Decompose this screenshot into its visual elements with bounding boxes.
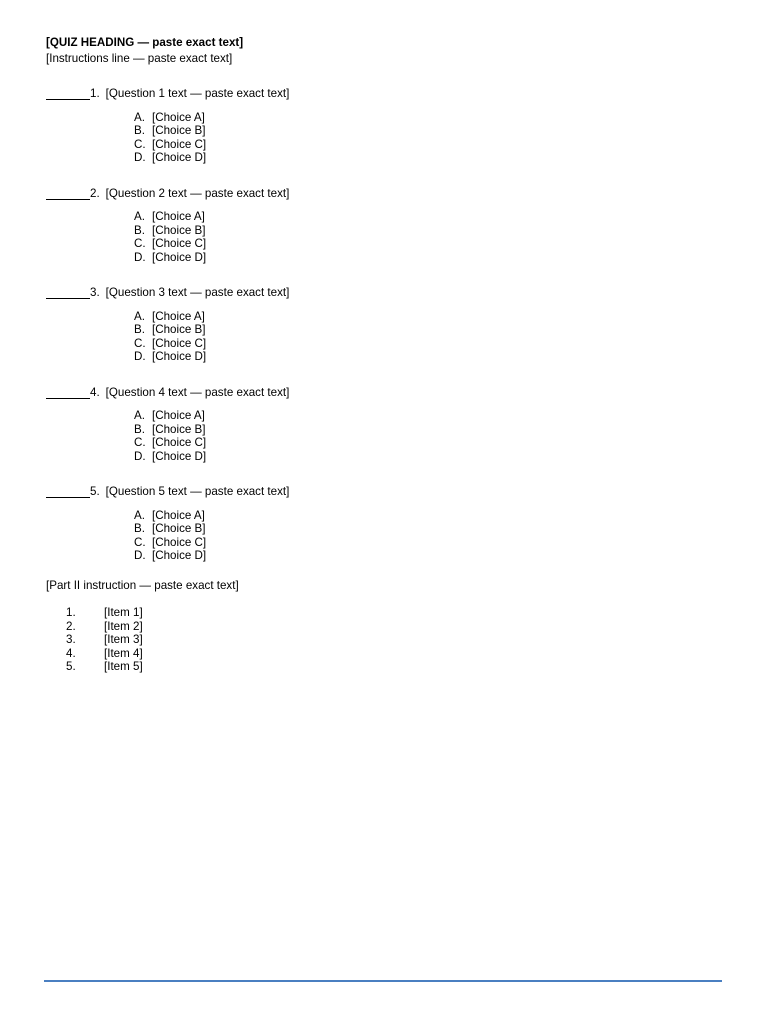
choice-text: [Choice C] [152, 535, 207, 549]
question-header [46, 187, 722, 201]
choice-letter: A. [134, 309, 145, 323]
question-number: 4. [90, 385, 100, 399]
question-text: [Question 5 text — paste exact text] [105, 485, 290, 498]
question-header [46, 87, 722, 101]
question-number: 1. [90, 87, 100, 100]
part2-list [66, 606, 722, 674]
choice-text: [Choice D] [152, 151, 207, 164]
footer-rule [44, 980, 722, 982]
question-item [46, 386, 722, 464]
choice-text: [Choice C] [152, 336, 207, 350]
choice-letter: B. [134, 124, 145, 137]
choice-text: [Choice C] [152, 436, 207, 449]
part2-item-number: 1. [66, 606, 76, 619]
question-item [46, 286, 722, 364]
question-text: [Question 1 text — paste exact text] [105, 87, 290, 100]
choice-item [134, 337, 722, 351]
question-list [46, 87, 722, 563]
choice-item [134, 251, 722, 265]
question-text: [Question 4 text — paste exact text] [105, 385, 290, 399]
choice-item [134, 138, 722, 152]
choice-list [134, 509, 722, 563]
choice-text: [Choice D] [152, 549, 207, 562]
choice-item [134, 522, 722, 536]
choice-item [134, 310, 722, 324]
choice-letter: B. [134, 422, 145, 436]
choice-item [134, 224, 722, 238]
choice-letter: C. [134, 137, 146, 151]
question-header [46, 386, 722, 400]
choice-text: [Choice A] [152, 409, 205, 422]
choice-item [134, 237, 722, 251]
question-header [46, 485, 722, 499]
question-number: 5. [90, 485, 100, 498]
choice-text: [Choice A] [152, 309, 205, 323]
choice-letter: A. [134, 110, 145, 124]
choice-letter: B. [134, 323, 145, 336]
choice-letter: D. [134, 151, 146, 164]
question-item [46, 485, 722, 563]
choice-item [134, 549, 722, 563]
choice-letter: C. [134, 237, 146, 250]
choice-text: [Choice A] [152, 210, 205, 223]
part2-item [66, 633, 722, 647]
choice-text: [Choice C] [152, 237, 207, 250]
question-number: 2. [90, 186, 100, 200]
question-text: [Question 2 text — paste exact text] [105, 186, 290, 200]
choice-text: [Choice B] [152, 323, 206, 336]
choice-letter: C. [134, 436, 146, 449]
part2-item [66, 660, 722, 674]
part2-item-number: 5. [66, 660, 76, 673]
answer-blank[interactable] [46, 187, 90, 200]
choice-letter: D. [134, 549, 146, 562]
choice-item [134, 436, 722, 450]
choice-item [134, 323, 722, 337]
choice-text: [Choice B] [152, 422, 206, 436]
choice-item [134, 350, 722, 364]
choice-letter: D. [134, 449, 146, 463]
choice-text: [Choice D] [152, 250, 207, 264]
choice-item [134, 151, 722, 165]
question-header [46, 286, 722, 300]
choice-item [134, 450, 722, 464]
choice-item [134, 509, 722, 523]
choice-list [134, 310, 722, 364]
part2-heading: [Part II instruction — paste exact text] [46, 578, 239, 592]
question-item [46, 87, 722, 165]
choice-item [134, 409, 722, 423]
choice-text: [Choice D] [152, 449, 207, 463]
part2-item-number: 3. [66, 633, 76, 646]
quiz-instructions: [Instructions line — paste exact text] [46, 51, 233, 65]
choice-letter: A. [134, 409, 145, 422]
question-number: 3. [90, 286, 100, 299]
question-text: [Question 3 text — paste exact text] [105, 286, 290, 299]
choice-text: [Choice D] [152, 350, 207, 363]
choice-letter: A. [134, 210, 145, 223]
part2-item [66, 606, 722, 620]
choice-list [134, 111, 722, 165]
choice-text: [Choice B] [152, 522, 206, 535]
choice-letter: B. [134, 522, 145, 535]
part2-item [66, 647, 722, 661]
choice-text: [Choice B] [152, 124, 206, 137]
quiz-title: [QUIZ HEADING — paste exact text] [46, 36, 244, 49]
answer-blank[interactable] [46, 485, 90, 498]
choice-item [134, 423, 722, 437]
choice-list [134, 210, 722, 264]
choice-text: [Choice A] [152, 110, 205, 124]
choice-letter: C. [134, 535, 146, 549]
choice-item [134, 124, 722, 138]
choice-text: [Choice C] [152, 137, 207, 151]
choice-item [134, 536, 722, 550]
choice-letter: B. [134, 223, 145, 237]
choice-letter: C. [134, 336, 146, 350]
part2-item-number: 4. [66, 646, 76, 660]
part2-item-text: [Item 2] [104, 619, 143, 633]
choice-item [134, 111, 722, 125]
choice-text: [Choice A] [152, 508, 205, 522]
part2-item [66, 620, 722, 634]
part2-item-text: [Item 5] [104, 660, 143, 673]
choice-letter: D. [134, 250, 146, 264]
answer-blank[interactable] [46, 286, 90, 299]
choice-letter: A. [134, 508, 145, 522]
choice-letter: D. [134, 350, 146, 363]
choice-text: [Choice B] [152, 223, 206, 237]
question-item [46, 187, 722, 265]
part2-item-text: [Item 3] [104, 633, 143, 646]
part2-item-number: 2. [66, 619, 76, 633]
part2-item-text: [Item 1] [104, 606, 143, 619]
quiz-document [46, 36, 722, 674]
answer-blank[interactable] [46, 386, 90, 399]
answer-blank[interactable] [46, 87, 90, 100]
choice-item [134, 210, 722, 224]
choice-list [134, 409, 722, 463]
part2-item-text: [Item 4] [104, 646, 143, 660]
